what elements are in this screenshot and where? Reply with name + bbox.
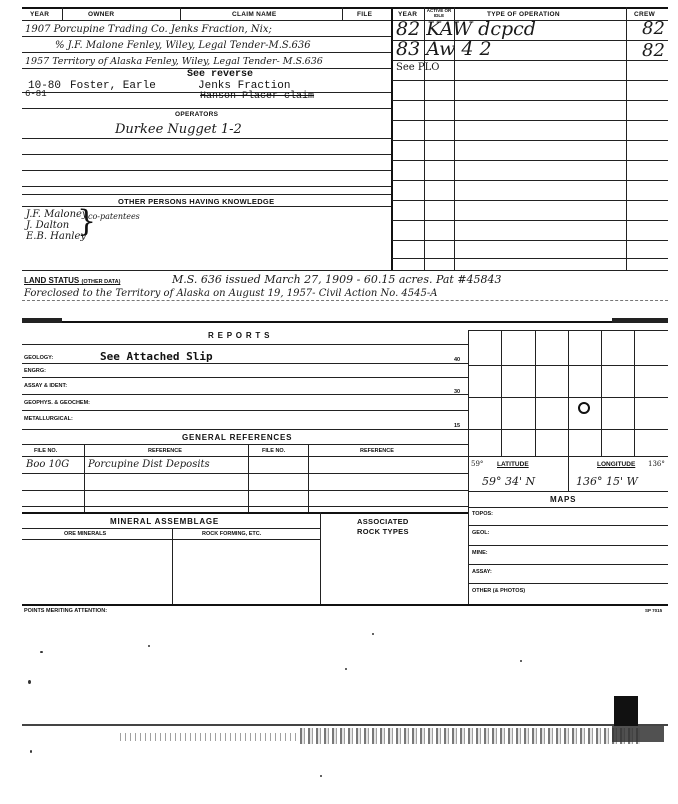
reports-label: R E P O R T S — [208, 331, 271, 340]
longitude-label: LONGITUDE — [597, 461, 636, 468]
row-line — [22, 528, 320, 529]
scan-band — [22, 724, 668, 726]
row-line — [468, 564, 668, 565]
scan-band-noise — [120, 733, 300, 741]
row-line — [22, 52, 391, 53]
grid-line — [601, 330, 602, 456]
other-person-1: J.F. Maloney — [26, 209, 88, 220]
longitude-value: 136° 15' W — [576, 475, 638, 488]
activity-row-2-crew: 82 — [642, 40, 665, 61]
row-line — [22, 344, 468, 345]
row-line — [468, 525, 668, 526]
metallurgical-label: METALLURGICAL: — [24, 416, 73, 422]
reference-header-2: REFERENCE — [360, 448, 394, 454]
scan-speck — [320, 775, 322, 777]
main-divider — [391, 7, 393, 270]
reference-row-1-file: Boo 10G — [26, 459, 70, 470]
row-line — [392, 160, 668, 161]
col-sep — [172, 528, 173, 604]
col-sep — [342, 7, 343, 20]
row-line — [392, 240, 668, 241]
geology-value: See Attached Slip — [100, 350, 213, 363]
header-crew: CREW — [634, 11, 656, 18]
smudge — [22, 318, 62, 323]
header-active-idle: ACTIVE OR IDLE — [426, 8, 452, 18]
reference-row-1-ref: Porcupine Dist Deposits — [88, 459, 210, 470]
num-30: 30 — [454, 389, 461, 395]
grid-line — [501, 330, 502, 456]
owner-row-2: % J.F. Malone Fenley, Wiley, Legal Tender-M.S.636 — [55, 40, 311, 51]
num-40: 40 — [454, 357, 461, 363]
assay-ident-label: ASSAY & IDENT: — [24, 383, 68, 389]
owner-row-4-claim: Jenks Fraction — [198, 80, 291, 92]
land-status-label: LAND STATUS (OTHER DATA) — [24, 276, 121, 285]
grid-line — [634, 330, 635, 456]
header-year-2: YEAR — [398, 11, 418, 18]
row-line — [392, 258, 668, 259]
owner-row-4-owner: Foster, Earle — [70, 80, 156, 92]
row-line — [22, 490, 468, 491]
file-no-header-2: FILE NO. — [262, 448, 286, 454]
row-line — [392, 80, 668, 81]
other-photos-label: OTHER (& PHOTOS) — [472, 588, 526, 594]
col-sep — [626, 7, 627, 270]
grid-line — [535, 330, 536, 456]
col-sep — [248, 444, 249, 512]
scan-speck — [520, 660, 522, 662]
col-sep — [320, 512, 321, 604]
row-line — [22, 539, 320, 540]
row-line — [468, 545, 668, 546]
owner-row-4-year-2: 6-81 — [25, 89, 47, 99]
row-line — [22, 377, 468, 378]
scan-speck — [372, 633, 374, 635]
see-reverse-note: See reverse — [187, 69, 254, 80]
row-line — [22, 138, 391, 139]
right-panel-divider — [468, 330, 469, 604]
row-line — [392, 220, 668, 221]
row-line — [22, 154, 391, 155]
row-line — [22, 444, 468, 445]
geology-label: GEOLOGY: — [24, 355, 54, 361]
col-sep — [180, 7, 181, 20]
smudge — [612, 318, 668, 323]
grid-line — [568, 330, 569, 456]
mineral-assemblage-label: MINERAL ASSEMBLAGE — [110, 517, 220, 526]
operators-value: Durkee Nugget 1-2 — [115, 122, 242, 137]
ore-minerals-header: ORE MINERALS — [64, 531, 107, 537]
header-owner: OWNER — [88, 11, 115, 18]
scan-speck — [30, 750, 32, 753]
header-file: FILE — [357, 11, 373, 18]
land-status-line-2: Foreclosed to the Territory of Alaska on August 19, 1957- Civil Action No. 4545-A — [24, 288, 438, 299]
owner-row-3: 1957 Territory of Alaska Fenley, Wiley, Legal Tender- M.S.636 — [25, 56, 323, 67]
engrg-label: ENGRG: — [24, 368, 46, 374]
row-line — [468, 583, 668, 584]
row-line — [22, 108, 391, 109]
scan-blot — [612, 726, 664, 742]
file-no-header: FILE NO. — [34, 448, 58, 454]
row-line — [468, 507, 668, 508]
row-line — [392, 120, 668, 121]
mine-label: MINE: — [472, 550, 488, 556]
scan-speck — [28, 680, 31, 684]
row-line — [468, 491, 668, 492]
other-person-3: E.B. Hanley — [26, 231, 87, 242]
geophys-label: GEOPHYS. & GEOCHEM: — [24, 400, 91, 406]
coord-prefix: 59° — [471, 460, 484, 468]
general-references-label: GENERAL REFERENCES — [182, 433, 293, 442]
scan-speck — [345, 668, 347, 670]
activity-row-1: 82 KAW dcpcd — [396, 18, 536, 40]
latitude-value: 59° 34' N — [482, 475, 536, 488]
latitude-label: LATITUDE — [497, 461, 529, 468]
land-status-line-1: M.S. 636 issued March 27, 1909 - 60.15 acres. Pat #45843 — [172, 273, 502, 286]
reference-header: REFERENCE — [148, 448, 182, 454]
geol-label: GEOL: — [472, 530, 490, 536]
row-line — [22, 194, 391, 195]
row-line — [392, 180, 668, 181]
row-line — [22, 506, 468, 507]
topos-label: TOPOS: — [472, 511, 493, 517]
row-line — [22, 300, 668, 301]
row-line — [392, 200, 668, 201]
brace-icon: } — [77, 204, 97, 239]
row-line — [22, 456, 468, 457]
section-divider — [22, 512, 468, 514]
activity-row-3: See PLO — [396, 62, 440, 73]
num-15: 15 — [454, 423, 461, 429]
other-persons-label: OTHER PERSONS HAVING KNOWLEDGE — [118, 197, 275, 206]
row-line — [392, 60, 668, 61]
header-claim-name: CLAIM NAME — [232, 11, 277, 18]
header-year: YEAR — [30, 11, 50, 18]
row-line — [22, 363, 468, 364]
scan-band-noise — [300, 728, 640, 744]
form-number: SP 7015 — [645, 608, 663, 613]
row-line — [22, 429, 468, 430]
top-border — [22, 7, 668, 9]
header-type-of-operation: TYPE OF OPERATION — [487, 11, 560, 18]
scan-blot — [614, 696, 638, 726]
co-patentees-note: co-patentees — [88, 212, 140, 221]
assay-map-label: ASSAY: — [472, 569, 492, 575]
activity-row-2: 83 Aw 4 2 — [396, 38, 492, 60]
rock-forming-header: ROCK FORMING, ETC. — [202, 531, 262, 537]
scan-speck — [148, 645, 150, 647]
maps-label: MAPS — [550, 495, 577, 504]
activity-row-1-crew: 82 — [642, 18, 665, 39]
section-divider — [22, 604, 668, 606]
other-person-2: J. Dalton — [26, 220, 70, 231]
row-line — [22, 270, 668, 271]
col-sep — [84, 444, 85, 512]
row-line — [22, 36, 391, 37]
row-line — [22, 186, 391, 187]
row-line — [22, 170, 391, 171]
operators-label: OPERATORS — [175, 111, 219, 118]
row-line — [22, 473, 468, 474]
coord-suffix: 136° — [648, 460, 665, 468]
row-line — [392, 100, 668, 101]
owner-row-4-year: 10-80 — [28, 80, 62, 92]
header-bottom-line — [22, 20, 668, 21]
row-line — [22, 410, 468, 411]
col-sep — [62, 7, 63, 20]
col-sep — [568, 456, 569, 492]
rock-types-label: ROCK TYPES — [357, 527, 409, 536]
row-line — [392, 140, 668, 141]
scan-speck — [40, 651, 43, 653]
row-line — [22, 394, 468, 395]
owner-row-1: 1907 Porcupine Trading Co. Jenks Fraction, Nix; — [25, 24, 272, 35]
col-sep — [308, 444, 309, 512]
location-marker-icon — [578, 402, 590, 414]
points-meriting-attention-label: POINTS MERITING ATTENTION: — [24, 608, 108, 614]
section-divider — [22, 321, 668, 323]
owner-row-4-claim-2: Hanson Placer claim — [200, 91, 315, 102]
associated-label: ASSOCIATED — [357, 517, 409, 526]
